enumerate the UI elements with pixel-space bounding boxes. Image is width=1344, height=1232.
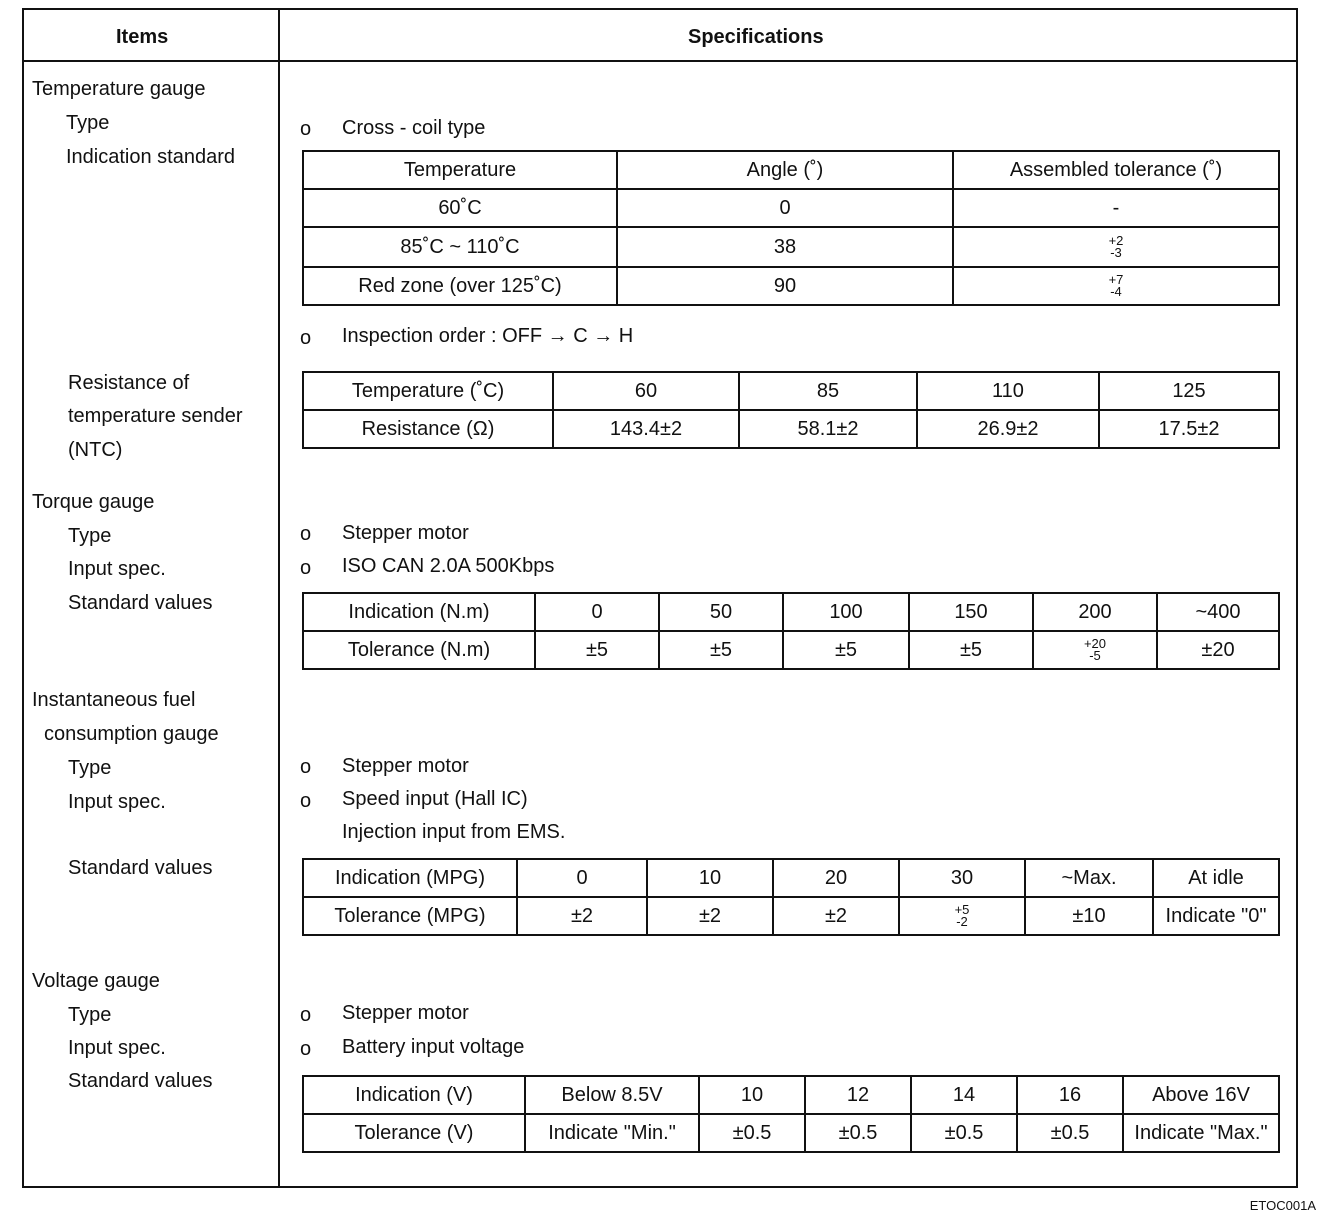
fuel-input-value-2: Injection input from EMS. — [342, 821, 566, 843]
specifications-header: Specifications — [688, 26, 824, 48]
torque-gauge-title: Torque gauge — [32, 491, 155, 513]
table-cell: Indicate "Min." — [525, 1114, 699, 1152]
bullet: o — [300, 790, 312, 812]
tol-plus: +2 — [1108, 233, 1124, 248]
table-cell: ±2 — [773, 897, 899, 935]
fuel-input-label: Input spec. — [68, 791, 166, 813]
table-cell: 12 — [805, 1076, 911, 1114]
table-cell: 143.4±2 — [553, 410, 739, 448]
table-header: Tolerance (MPG) — [303, 897, 517, 935]
torque-input-value: ISO CAN 2.0A 500Kbps — [342, 555, 555, 577]
table-header: Angle (˚) — [617, 151, 953, 189]
tol-plus: +7 — [1108, 272, 1124, 287]
bullet: o — [300, 756, 312, 778]
inspection-order: Inspection order : OFF → C → H — [342, 325, 634, 347]
table-cell: ±0.5 — [911, 1114, 1017, 1152]
table-cell: 100 — [783, 593, 909, 631]
bullet: o — [300, 327, 312, 349]
table-cell: ±5 — [909, 631, 1033, 669]
table-cell: 60˚C — [303, 189, 617, 227]
temp-indication-table — [302, 150, 1280, 306]
table-cell: ~400 — [1157, 593, 1279, 631]
table-cell: - — [953, 189, 1279, 227]
tol-plus: +5 — [954, 902, 970, 917]
table-cell — [1033, 631, 1157, 669]
figure-code: ETOC001A — [1249, 1198, 1316, 1213]
fuel-type-value: Stepper motor — [342, 755, 469, 777]
voltage-type-label: Type — [68, 1004, 112, 1026]
bullet: o — [300, 1038, 312, 1060]
table-header: Temperature — [303, 151, 617, 189]
sender-label-1: Resistance of — [68, 372, 190, 394]
table-cell: 90 — [617, 267, 953, 305]
torque-std-label: Standard values — [68, 592, 213, 614]
fuel-gauge-title-2: consumption gauge — [44, 723, 219, 745]
table-cell: ±2 — [517, 897, 647, 935]
table-cell: 0 — [517, 859, 647, 897]
table-cell: ±5 — [659, 631, 783, 669]
table-cell: 85 — [739, 372, 917, 410]
table-header: Temperature (˚C) — [303, 372, 553, 410]
voltage-gauge-title: Voltage gauge — [32, 970, 160, 992]
table-cell: Red zone (over 125˚C) — [303, 267, 617, 305]
temperature-gauge-title: Temperature gauge — [32, 78, 206, 100]
temp-type-label: Type — [66, 112, 110, 134]
table-header: Indication (N.m) — [303, 593, 535, 631]
table-cell: ±5 — [783, 631, 909, 669]
table-cell: Below 8.5V — [525, 1076, 699, 1114]
table-cell: 38 — [617, 227, 953, 267]
table-cell: 150 — [909, 593, 1033, 631]
temp-indication-label: Indication standard — [66, 146, 236, 168]
table-cell — [953, 227, 1279, 267]
tolerance-fraction — [955, 904, 970, 928]
sender-resistance-table — [302, 371, 1280, 449]
tolerance-fraction — [1109, 235, 1124, 259]
items-header: Items — [116, 26, 169, 48]
table-cell: 125 — [1099, 372, 1279, 410]
fuel-std-label: Standard values — [68, 857, 213, 879]
fuel-input-value: Speed input (Hall IC) — [342, 788, 528, 810]
table-cell: 14 — [911, 1076, 1017, 1114]
table-cell: 10 — [699, 1076, 805, 1114]
column-divider — [278, 8, 280, 1188]
table-cell: 0 — [535, 593, 659, 631]
table-cell — [953, 267, 1279, 305]
table-cell: 10 — [647, 859, 773, 897]
sender-label-3: (NTC) — [68, 439, 123, 461]
fuel-standard-table — [302, 858, 1280, 936]
table-header: Assembled tolerance (˚) — [953, 151, 1279, 189]
table-cell: 200 — [1033, 593, 1157, 631]
table-header: Tolerance (N.m) — [303, 631, 535, 669]
table-cell: Indicate "Max." — [1123, 1114, 1279, 1152]
table-cell: 58.1±2 — [739, 410, 917, 448]
voltage-std-label: Standard values — [68, 1070, 213, 1092]
table-cell: 110 — [917, 372, 1099, 410]
table-cell: ±20 — [1157, 631, 1279, 669]
table-cell: Above 16V — [1123, 1076, 1279, 1114]
table-cell: ±0.5 — [805, 1114, 911, 1152]
table-cell: 16 — [1017, 1076, 1123, 1114]
sender-label-2: temperature sender — [68, 405, 243, 427]
table-cell: 30 — [899, 859, 1025, 897]
table-cell: 85˚C ~ 110˚C — [303, 227, 617, 267]
tolerance-fraction — [1084, 638, 1106, 662]
table-header: Tolerance (V) — [303, 1114, 525, 1152]
voltage-input-value: Battery input voltage — [342, 1036, 525, 1058]
table-cell: ±2 — [647, 897, 773, 935]
table-cell: 17.5±2 — [1099, 410, 1279, 448]
table-cell: At idle — [1153, 859, 1279, 897]
bullet: o — [300, 523, 312, 545]
table-cell: 50 — [659, 593, 783, 631]
voltage-standard-table — [302, 1075, 1280, 1153]
table-cell: Indicate "0" — [1153, 897, 1279, 935]
table-cell: 20 — [773, 859, 899, 897]
bullet: o — [300, 1004, 312, 1026]
torque-type-label: Type — [68, 525, 112, 547]
table-cell: ±10 — [1025, 897, 1153, 935]
header-divider — [22, 60, 1298, 62]
tol-minus: -3 — [1110, 245, 1122, 260]
tol-plus: +20 — [1083, 636, 1107, 651]
table-cell: ~Max. — [1025, 859, 1153, 897]
bullet: o — [300, 118, 312, 140]
table-cell: ±0.5 — [1017, 1114, 1123, 1152]
tol-minus: -4 — [1110, 284, 1122, 299]
bullet: o — [300, 557, 312, 579]
torque-standard-table — [302, 592, 1280, 670]
temp-type-value: Cross - coil type — [342, 117, 486, 139]
table-cell: 26.9±2 — [917, 410, 1099, 448]
fuel-gauge-title-1: Instantaneous fuel — [32, 689, 196, 711]
voltage-type-value: Stepper motor — [342, 1002, 469, 1024]
fuel-type-label: Type — [68, 757, 112, 779]
table-cell: ±5 — [535, 631, 659, 669]
table-cell: 0 — [617, 189, 953, 227]
table-header: Resistance (Ω) — [303, 410, 553, 448]
tol-minus: -5 — [1089, 648, 1101, 663]
table-header: Indication (MPG) — [303, 859, 517, 897]
table-cell: 60 — [553, 372, 739, 410]
voltage-input-label: Input spec. — [68, 1037, 166, 1059]
table-cell: ±0.5 — [699, 1114, 805, 1152]
table-cell — [899, 897, 1025, 935]
table-header: Indication (V) — [303, 1076, 525, 1114]
torque-input-label: Input spec. — [68, 558, 166, 580]
tol-minus: -2 — [956, 914, 968, 929]
torque-type-value: Stepper motor — [342, 522, 469, 544]
tolerance-fraction — [1109, 274, 1124, 298]
